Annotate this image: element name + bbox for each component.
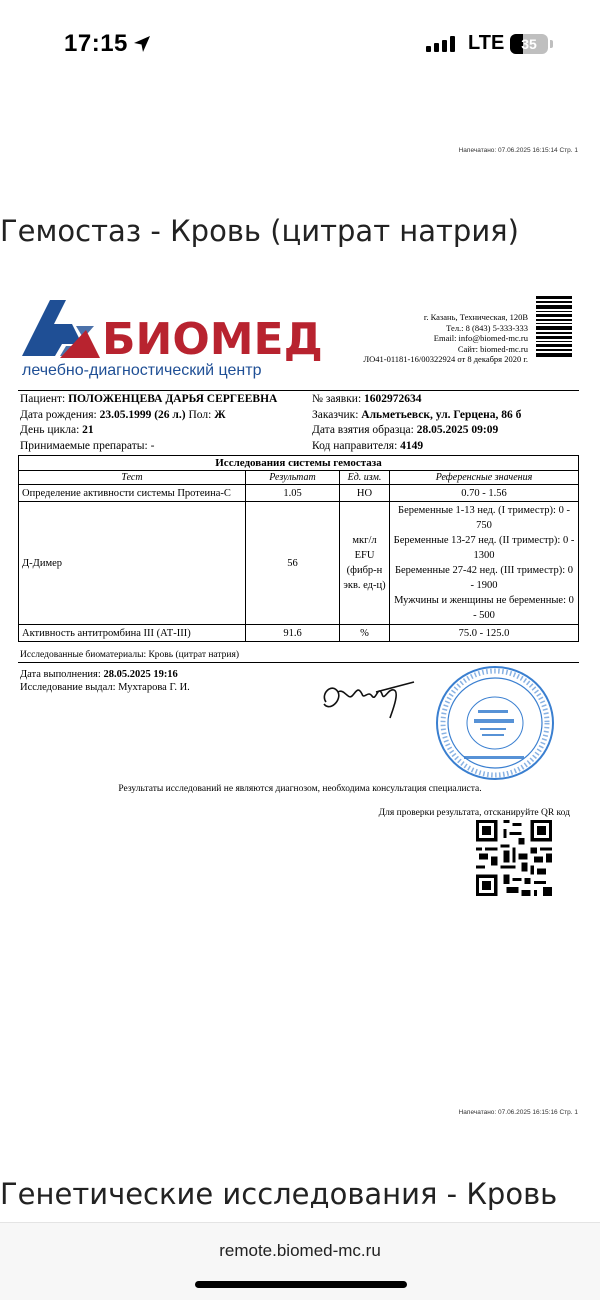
- test-unit: %: [340, 625, 390, 642]
- logo-text: БИОМЕД: [102, 314, 323, 365]
- test-result: 56: [246, 502, 340, 625]
- test-reference: 75.0 - 125.0: [390, 625, 579, 642]
- clinic-contacts: [363, 312, 528, 365]
- table-row: [19, 485, 579, 502]
- sample-date-label: Дата взятия образца:: [312, 424, 414, 436]
- test-reference: [390, 502, 579, 625]
- clinic-license: ЛО41-01181-16/00322924 от 8 декабря 2020 г.: [363, 354, 528, 364]
- patient-info: [20, 392, 277, 454]
- test-unit: НО: [340, 485, 390, 502]
- cycle-value: 21: [82, 424, 94, 436]
- test-unit: мкг/л EFU (фибр-н экв. ед-ц): [340, 502, 390, 625]
- order-info: [312, 392, 521, 454]
- dob-value: 23.05.1999 (26 л.): [99, 408, 186, 421]
- referrer-value: 4149: [400, 439, 424, 452]
- battery-icon: [510, 34, 548, 54]
- signature: [318, 672, 418, 722]
- sex-label: Пол:: [188, 408, 212, 421]
- header-divider: [18, 390, 579, 391]
- cellular-signal-icon: [426, 36, 456, 52]
- qr-code[interactable]: [476, 820, 552, 896]
- drugs-value: -: [150, 439, 155, 452]
- battery-nub: [550, 40, 553, 48]
- reference-line: Беременные 13-27 нед. (II триместр): 0 - 1300: [393, 535, 575, 561]
- clinic-site: Сайт: biomed-mc.ru: [457, 343, 528, 354]
- col-result: Результат: [246, 471, 340, 485]
- printed-timestamp: Напечатано: 07.06.2025 16:15:16 Стр. 1: [458, 1109, 578, 1116]
- home-indicator[interactable]: [195, 1281, 407, 1288]
- test-result: 1.05: [246, 485, 340, 502]
- cycle-label: День цикла:: [20, 424, 80, 436]
- printed-timestamp: Напечатано: 07.06.2025 16:15:14 Стр. 1: [458, 147, 578, 154]
- issued-label: Исследование выдал:: [20, 682, 116, 693]
- url-text[interactable]: remote.biomed-mc.ru: [219, 1241, 381, 1260]
- test-name: Активность антитромбина III (АТ-III): [19, 625, 246, 642]
- browser-url-bar[interactable]: [0, 1222, 600, 1300]
- reference-line: Мужчины и женщины не беременные: 0 - 500: [394, 595, 574, 621]
- col-unit: Ед. изм.: [340, 471, 390, 485]
- logo-subtitle: лечебно-диагностический центр: [22, 362, 262, 379]
- drugs-label: Принимаемые препараты:: [20, 439, 148, 452]
- done-value: 28.05.2025 19:16: [103, 669, 178, 680]
- battery-level: 35: [521, 36, 537, 52]
- order-label: № заявки:: [312, 393, 362, 405]
- table-header-row: [19, 471, 579, 485]
- status-bar: [0, 0, 600, 90]
- location-arrow-icon: [133, 35, 151, 53]
- issued-value: Мухтарова Г. И.: [118, 682, 190, 693]
- clinic-phone: Тел.: 8 (843) 5-333-333: [446, 322, 528, 333]
- biomaterial-note: Исследованные биоматериалы: Кровь (цитрат натрия): [20, 650, 240, 660]
- reference-line: Беременные 27-42 нед. (III триместр): 0 - 1900: [394, 565, 574, 591]
- clinic-email: Email: info@biomed-mc.ru: [433, 333, 528, 343]
- order-value: 1602972634: [364, 393, 422, 405]
- section-title: Гемостаз - Кровь (цитрат натрия): [0, 214, 519, 248]
- customer-value: Альметьевск, ул. Герцена, 86 б: [361, 408, 522, 421]
- status-time: 17:15: [64, 30, 128, 57]
- qr-hint: Для проверки результата, отсканируйте QR код: [378, 808, 570, 818]
- section-title: Генетические исследования - Кровь: [0, 1177, 558, 1211]
- referrer-label: Код направителя:: [312, 439, 398, 452]
- disclaimer: Результаты исследований не являются диагнозом, необходима консультация специалиста.: [118, 784, 482, 794]
- clinic-stamp: [434, 664, 556, 782]
- sex-value: Ж: [214, 408, 226, 421]
- footer-divider: [18, 662, 579, 663]
- table-caption: Исследования системы гемостаза: [19, 456, 579, 471]
- test-result: 91.6: [246, 625, 340, 642]
- reference-line: Беременные 1-13 нед. (I триместр): 0 - 750: [398, 505, 570, 531]
- test-name: Определение активности системы Протеина-С: [19, 485, 246, 502]
- patient-name-label: Пациент:: [20, 393, 66, 405]
- table-row: [19, 502, 579, 625]
- execution-info: [20, 668, 190, 694]
- test-reference: 0.70 - 1.56: [390, 485, 579, 502]
- table-row: [19, 625, 579, 642]
- done-label: Дата выполнения:: [20, 669, 101, 680]
- col-reference: Референсные значения: [390, 471, 579, 485]
- col-test: Тест: [19, 471, 246, 485]
- barcode: [536, 296, 572, 358]
- test-name: Д-Димер: [19, 502, 246, 625]
- customer-label: Заказчик:: [312, 408, 359, 421]
- clinic-address: г. Казань, Техническая, 120В: [423, 312, 528, 322]
- sample-date-value: 28.05.2025 09:09: [416, 424, 499, 436]
- patient-name: ПОЛОЖЕНЦЕВА ДАРЬЯ СЕРГЕЕВНА: [68, 393, 278, 405]
- results-table: [18, 455, 579, 642]
- dob-label: Дата рождения:: [20, 408, 97, 421]
- network-type: LTE: [468, 32, 505, 54]
